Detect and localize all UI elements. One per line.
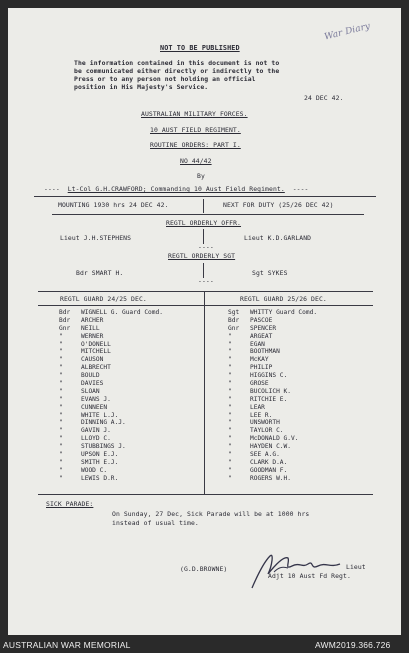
guard-right-row <box>228 325 317 333</box>
signatory-name: (G.D.BROWNE) <box>180 565 228 573</box>
guard-left-row <box>59 475 163 483</box>
guard-right-row <box>228 396 317 404</box>
guard-name: GOODMAN F. <box>250 466 288 474</box>
guard-top-rule <box>38 291 373 292</box>
sgt-heading: REGTL ORDERLY SGT <box>168 252 236 260</box>
guard-left-row <box>59 372 163 380</box>
warning-line-3: Press or to any person not holding an official <box>74 75 256 83</box>
guard-rank: Bdr <box>228 316 240 324</box>
guard-name: SEE A.G. <box>250 451 280 459</box>
guard-rank: Gnr <box>228 324 240 332</box>
mounting-line: MOUNTING 1930 hrs 24 DEC 42. <box>58 201 169 209</box>
guard-rank: " <box>228 435 232 443</box>
guard-rank: " <box>59 340 63 348</box>
guard-left-row <box>59 404 163 412</box>
guard-rank: " <box>59 403 63 411</box>
guard-name: ARGEAT <box>250 332 273 340</box>
guard-right-row <box>228 388 317 396</box>
guard-left-heading: REGTL GUARD 24/25 DEC. <box>60 295 147 303</box>
guard-name: NEILL <box>81 324 100 332</box>
guard-rank: " <box>228 458 232 466</box>
duty-divider-3 <box>203 263 204 278</box>
guard-rank: " <box>59 380 63 388</box>
guard-name: SLOAN <box>81 387 100 395</box>
guard-right-heading: REGTL GUARD 25/26 DEC. <box>240 295 327 303</box>
dash-1: ---- <box>198 243 214 251</box>
guard-rank: " <box>59 356 63 364</box>
guard-rank: " <box>59 451 63 459</box>
guard-left-row <box>59 412 163 420</box>
guard-rank: " <box>228 419 232 427</box>
guard-rank: " <box>59 474 63 482</box>
guard-left-row <box>59 348 163 356</box>
guard-name: BOOTHMAN <box>250 348 280 356</box>
guard-left-row <box>59 309 163 317</box>
warning-line-1: The information contained in this document is not to <box>74 59 280 67</box>
guard-right-list <box>228 309 317 483</box>
guard-left-row <box>59 396 163 404</box>
commander-rule <box>34 196 376 197</box>
sick-parade-line-1: On Sunday, 27 Dec, Sick Parade will be at 1000 hrs <box>112 510 310 518</box>
guard-rank: " <box>228 356 232 364</box>
regiment-line: 10 AUST FIELD REGIMENT. <box>150 126 241 134</box>
guard-rank: " <box>59 348 63 356</box>
guard-name: TAYLOR C. <box>250 427 284 435</box>
sgt-next: Sgt SYKES <box>252 269 288 277</box>
guard-name: CAUSON <box>81 356 104 364</box>
footer-accession: AWM2019.366.726 <box>315 640 391 650</box>
guard-right-row <box>228 475 317 483</box>
guard-name: McDONALD G.V. <box>250 435 299 443</box>
guard-right-row <box>228 435 317 443</box>
guard-name: UNSWORTH <box>250 419 280 427</box>
guard-right-row <box>228 372 317 380</box>
guard-divider <box>204 291 205 494</box>
guard-rank: " <box>59 435 63 443</box>
commander-line: ---- Lt-Col G.H.CRAWFORD; Commanding 10 Aust Field Regiment. ---- <box>44 185 309 193</box>
guard-right-row <box>228 380 317 388</box>
warning-line-2: be communicated either directly or indirectly to the <box>74 67 280 75</box>
guard-name: BUCOLICH K. <box>250 387 291 395</box>
guard-name: HIGGINS C. <box>250 372 288 380</box>
guard-heading-rule <box>38 305 373 306</box>
guard-right-row <box>228 459 317 467</box>
guard-name: GAVIN J. <box>81 427 111 435</box>
guard-left-row <box>59 317 163 325</box>
guard-name: WERNER <box>81 332 104 340</box>
guard-name: LEWIS D.R. <box>81 474 119 482</box>
guard-name: ALBRECHT <box>81 364 111 372</box>
guard-name: DAVIES <box>81 380 104 388</box>
guard-name: UPSON E.J. <box>81 451 119 459</box>
document-page <box>8 8 401 635</box>
guard-right-row <box>228 404 317 412</box>
guard-name: WIGNELL G. Guard Comd. <box>81 309 163 316</box>
sick-parade-line-2: instead of usual time. <box>112 519 199 527</box>
guard-name: HAYDEN C.W. <box>250 443 291 451</box>
guard-name: PASCOE <box>250 316 273 324</box>
guard-name: STUBBINGS J. <box>81 443 126 451</box>
guard-name: DINNING A.J. <box>81 419 126 427</box>
guard-name: EVANS J. <box>81 395 111 403</box>
guard-rank: " <box>59 466 63 474</box>
guard-left-row <box>59 325 163 333</box>
guard-left-row <box>59 459 163 467</box>
commander-text: Lt-Col G.H.CRAWFORD; Commanding 10 Aust Field Regiment. <box>67 185 285 193</box>
archive-footer <box>0 637 409 653</box>
guard-rank: " <box>228 451 232 459</box>
guard-rank: Gnr <box>59 324 71 332</box>
officer-heading: REGTL ORDERLY OFFR. <box>166 219 242 227</box>
guard-name: EGAN <box>250 340 265 348</box>
orders-line: ROUTINE ORDERS: PART I. <box>150 141 241 149</box>
sgt-current: Bdr SMART H. <box>76 269 124 277</box>
duty-rule <box>52 214 364 215</box>
guard-rank: " <box>228 395 232 403</box>
guard-name: CLARK D.A. <box>250 458 288 466</box>
guard-name: PHILIP <box>250 364 273 372</box>
guard-rank: " <box>228 364 232 372</box>
guard-right-row <box>228 333 317 341</box>
guard-rank: " <box>228 403 232 411</box>
guard-left-row <box>59 341 163 349</box>
guard-rank: " <box>59 427 63 435</box>
guard-rank: " <box>228 474 232 482</box>
guard-right-row <box>228 412 317 420</box>
guard-left-row <box>59 356 163 364</box>
guard-name: ARCHER <box>81 316 104 324</box>
guard-rank: " <box>59 364 63 372</box>
guard-rank: Sgt <box>228 309 240 316</box>
guard-rank: " <box>59 332 63 340</box>
guard-left-row <box>59 419 163 427</box>
guard-rank: " <box>59 372 63 380</box>
signatory-role: Adjt 10 Aust Fd Regt. <box>268 572 351 580</box>
guard-name: LEE R. <box>250 411 273 419</box>
guard-bottom-rule <box>38 494 373 495</box>
guard-rank: " <box>59 419 63 427</box>
guard-rank: Bdr <box>59 316 71 324</box>
guard-name: LLOYD C. <box>81 435 111 443</box>
guard-right-row <box>228 348 317 356</box>
guard-left-list <box>59 309 163 483</box>
guard-rank: " <box>228 387 232 395</box>
officer-next: Lieut K.D.GARLAND <box>244 234 312 242</box>
guard-rank: " <box>59 387 63 395</box>
guard-rank: " <box>59 411 63 419</box>
guard-left-row <box>59 364 163 372</box>
guard-right-row <box>228 467 317 475</box>
guard-rank: Bdr <box>59 309 71 316</box>
sick-parade-heading: SICK PARADE: <box>46 500 94 508</box>
next-duty-line: NEXT FOR DUTY (25/26 DEC 42) <box>223 201 334 209</box>
guard-name: BOULD <box>81 372 100 380</box>
guard-right-row <box>228 419 317 427</box>
guard-rank: " <box>228 427 232 435</box>
guard-rank: " <box>228 372 232 380</box>
guard-name: O'DONELL <box>81 340 111 348</box>
guard-left-row <box>59 451 163 459</box>
guard-right-row <box>228 356 317 364</box>
guard-rank: " <box>228 411 232 419</box>
warning-line-4: position in His Majesty's Service. <box>74 83 209 91</box>
guard-rank: " <box>59 395 63 403</box>
duty-divider-1 <box>203 199 204 213</box>
guard-rank: " <box>228 443 232 451</box>
guard-right-row <box>228 341 317 349</box>
guard-left-row <box>59 380 163 388</box>
guard-rank: " <box>228 466 232 474</box>
guard-rank: " <box>228 332 232 340</box>
guard-name: MITCHELL <box>81 348 111 356</box>
dash-2: ---- <box>198 277 214 285</box>
guard-left-row <box>59 388 163 396</box>
handwritten-note: War Diary <box>323 21 372 43</box>
unit-line: AUSTRALIAN MILITARY FORCES. <box>141 110 248 118</box>
guard-name: SPENCER <box>250 324 277 332</box>
document-date: 24 DEC 42. <box>304 94 344 102</box>
guard-name: SMITH E.J. <box>81 458 119 466</box>
guard-rank: " <box>228 380 232 388</box>
guard-right-row <box>228 364 317 372</box>
footer-institution: AUSTRALIAN WAR MEMORIAL <box>3 640 131 650</box>
guard-name: ROGERS W.H. <box>250 474 291 482</box>
guard-right-row <box>228 451 317 459</box>
guard-left-row <box>59 333 163 341</box>
classification-heading: NOT TO BE PUBLISHED <box>160 44 240 52</box>
orders-number: NO 44/42 <box>180 157 212 165</box>
guard-rank: " <box>59 458 63 466</box>
guard-right-row <box>228 317 317 325</box>
guard-rank: " <box>228 348 232 356</box>
guard-name: WHITE L.J. <box>81 411 119 419</box>
guard-name: CUNNEEN <box>81 403 108 411</box>
guard-name: RITCHIE E. <box>250 395 288 403</box>
guard-rank: " <box>59 443 63 451</box>
guard-name: WOOD C. <box>81 466 108 474</box>
guard-right-row <box>228 427 317 435</box>
guard-left-row <box>59 427 163 435</box>
guard-name: GROSE <box>250 380 269 388</box>
guard-name: LEAR <box>250 403 265 411</box>
guard-left-row <box>59 443 163 451</box>
by-line: By <box>197 172 205 180</box>
guard-right-row <box>228 443 317 451</box>
guard-left-row <box>59 435 163 443</box>
officer-current: Lieut J.H.STEPHENS <box>60 234 132 242</box>
handwritten-signature <box>244 544 354 598</box>
guard-left-row <box>59 467 163 475</box>
guard-right-row <box>228 309 317 317</box>
guard-rank: " <box>228 340 232 348</box>
guard-name: McKAY <box>250 356 269 364</box>
signatory-rank: Lieut <box>346 563 366 571</box>
duty-divider-2 <box>203 229 204 244</box>
guard-name: WHITTY Guard Comd. <box>250 309 318 316</box>
